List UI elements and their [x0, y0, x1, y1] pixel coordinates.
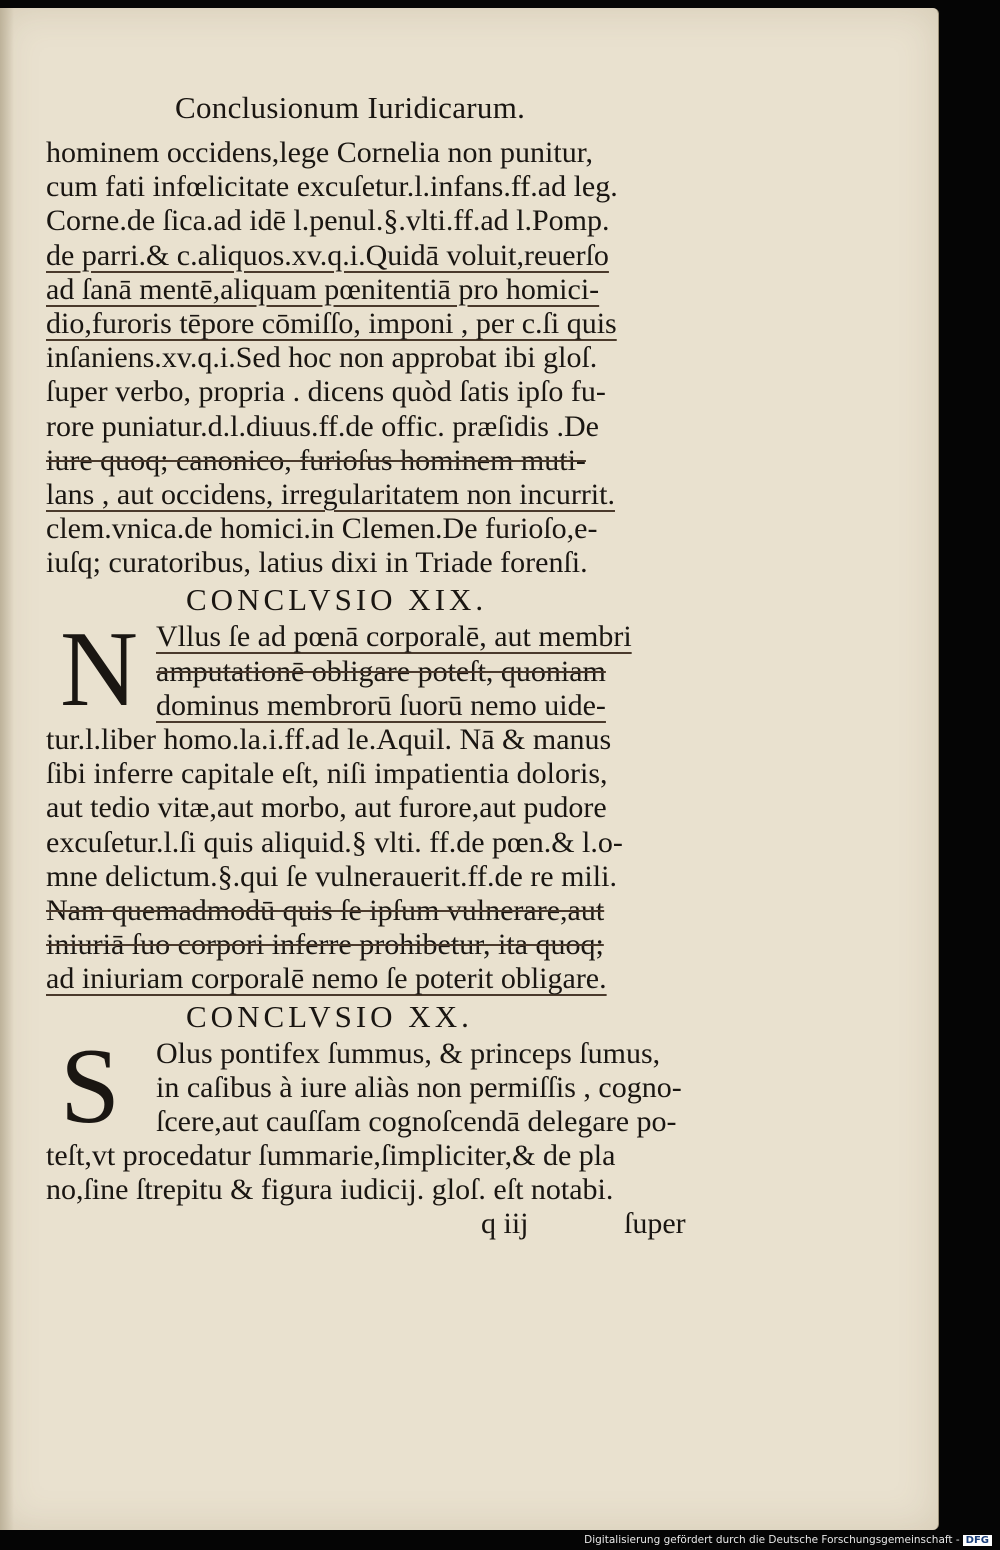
text-line: cum fati infœlicitate excuſetur.l.infans.ff.ad leg. [46, 170, 618, 204]
text-line: ſibi inferre capitale eſt, niſi impatientia doloris, [46, 757, 608, 791]
book-page [0, 8, 939, 1530]
text-line: iuſq; curatoribus, latius dixi in Triade forenſi. [46, 546, 588, 580]
text-line: aut tedio vitæ,aut morbo, aut furore,aut pudore [46, 791, 607, 825]
dfg-logo: DFG [963, 1535, 992, 1546]
paragraph-xix [46, 610, 694, 996]
text-line: de parri.& c.aliquos.xv.q.i.Quidā voluit,reuerſo [46, 238, 609, 272]
text-line: ad iniuriam corporalē nemo ſe poterit obligare. [46, 962, 607, 996]
text-line: teſt,vt procedatur ſummarie,ſimpliciter,& de pla [46, 1139, 616, 1173]
text-line: iure quoq; canonico, furioſus hominem muti- [46, 443, 586, 477]
text-line: iniuriā ſuo corpori inferre prohibetur, ita quoq; [46, 928, 604, 962]
catchword: ſuper [624, 1207, 686, 1241]
text-line: in caſibus à iure aliàs non permiſſis , cogno- [156, 1070, 682, 1104]
body-text [46, 136, 694, 1241]
text-line: Corne.de ſica.ad idē l.penul.§.vlti.ff.ad l.Pomp. [46, 204, 610, 238]
text-line: lans , aut occidens, irregularitatem non incurrit. [46, 477, 615, 511]
page-gutter-shadow [0, 8, 14, 1530]
text-line: amputationē obligare poteſt, quoniam [156, 654, 606, 688]
digitization-credit [584, 1534, 992, 1546]
paragraph-xx [46, 1026, 694, 1208]
signature-mark: q iij [481, 1207, 529, 1241]
section-heading-xx: CONCLVSIO XX. [186, 998, 473, 1034]
text-line: Olus pontifex ſummus, & princeps ſumus, [156, 1036, 661, 1070]
text-line: ſcere,aut cauſſam cognoſcendā delegare po- [156, 1104, 677, 1138]
credit-text: Digitalisierung gefördert durch die Deutsche Forschungsgemeinschaft - [584, 1534, 960, 1546]
drop-cap: N [60, 610, 138, 730]
paragraph-top [46, 136, 694, 580]
text-line: tur.l.liber homo.la.i.ff.ad le.Aquil. Nā & manus [46, 723, 612, 756]
text-line: hominem occidens,lege Cornelia non punitur, [46, 136, 594, 169]
section-heading-xix: CONCLVSIO XIX. [186, 582, 488, 618]
drop-cap: S [60, 1026, 121, 1146]
page-footer-line [46, 1207, 694, 1241]
text-line: ſuper verbo, propria . dicens quòd ſatis ipſo fu- [46, 375, 606, 409]
text-line: Nam quemadmodū quis ſe ipſum vulnerare,aut [46, 893, 605, 927]
text-line: dominus membrorū ſuorū nemo uide- [156, 688, 606, 722]
text-line: ad ſanā mentē,aliquam pœnitentiā pro homici- [46, 272, 600, 306]
text-line: dio,furoris tēpore cōmiſſo, imponi , per c.ſi quis [46, 306, 617, 340]
text-line: inſaniens.xv.q.i.Sed hoc non approbat ibi gloſ. [46, 341, 598, 375]
text-line: mne delictum.§.qui ſe vulnerauerit.ff.de re mili. [46, 859, 617, 893]
text-line: rore puniatur.d.l.diuus.ff.de offic. præſidis .De [46, 409, 599, 443]
text-line: excuſetur.l.ſi quis aliquid.§ vlti. ff.de pœn.& l.o- [46, 825, 623, 859]
running-header: Conclusionum Iuridicarum. [175, 90, 526, 125]
text-line: Vllus ſe ad pœnā corporalē, aut membri [156, 620, 632, 654]
text-line: clem.vnica.de homici.in Clemen.De furioſo,e- [46, 512, 598, 546]
text-line: no,ſine ſtrepitu & figura iudicij. gloſ. eſt notabi. [46, 1173, 614, 1207]
